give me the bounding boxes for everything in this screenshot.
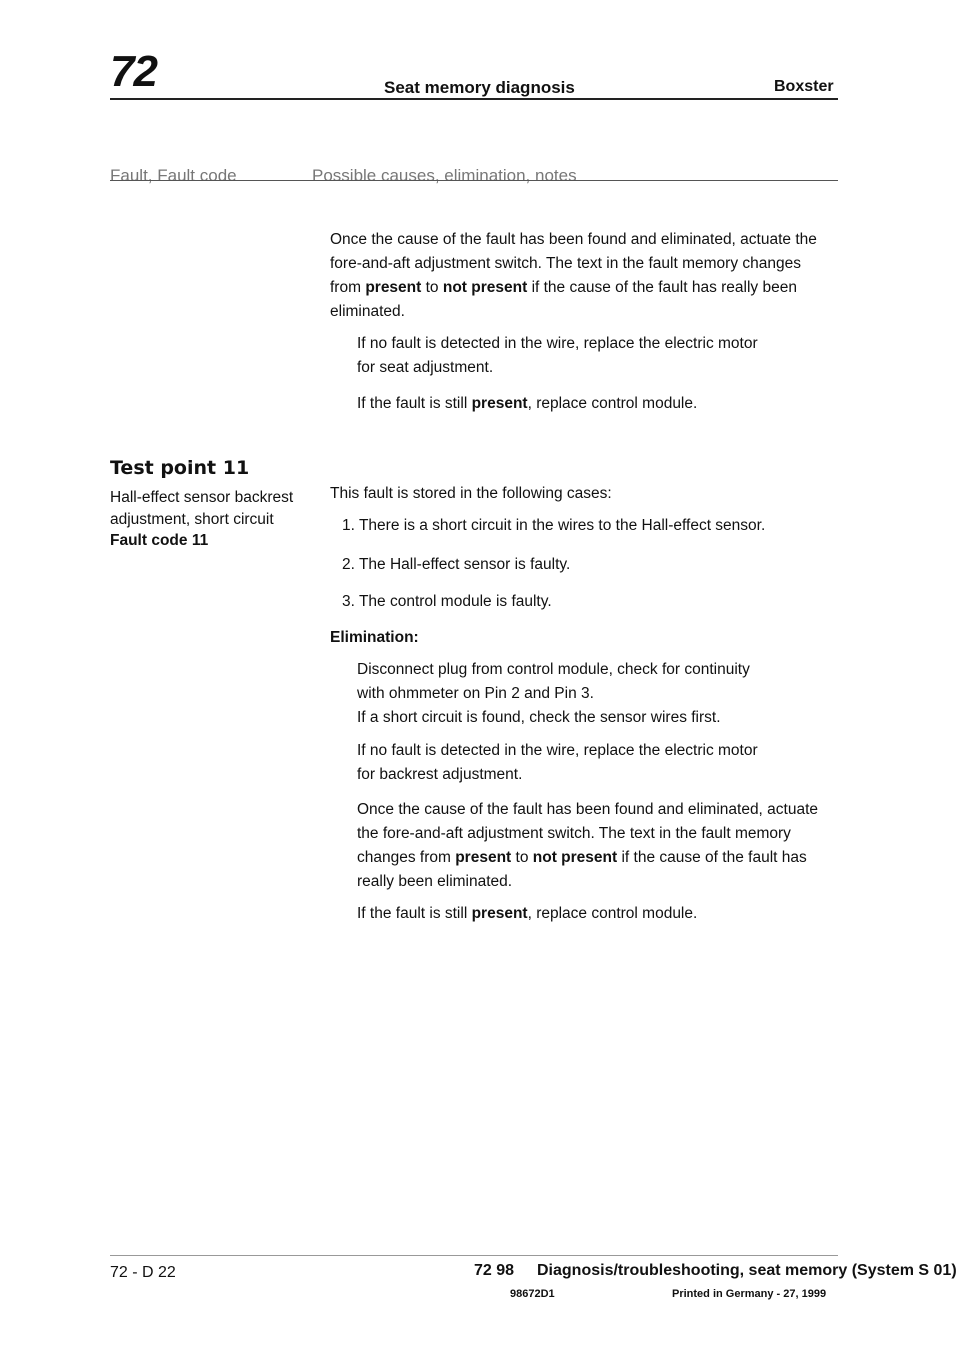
text-run: , replace control module. [527, 905, 698, 922]
column-heading-divider [110, 180, 838, 181]
document-code: 98672D1 [510, 1288, 555, 1300]
emphasis-present: present [471, 905, 528, 922]
header-divider [110, 98, 838, 100]
intro-paragraph-1 [330, 228, 830, 324]
emphasis-not-present: not present [532, 849, 618, 866]
stored-intro: This fault is stored in the following cases: [330, 485, 612, 502]
text-run: If the fault is still [357, 905, 472, 922]
intro-paragraph-3 [357, 392, 827, 416]
list-item: 1. There is a short circuit in the wires to the Hall-effect sensor. [342, 517, 766, 534]
emphasis-present: present [365, 279, 422, 296]
elimination-step-1 [357, 658, 827, 730]
column-heading-fault: Fault, Fault code [110, 166, 237, 185]
elimination-label: Elimination: [330, 629, 419, 646]
section-title: Diagnosis/troubleshooting, seat memory (System S 01) [537, 1262, 957, 1279]
emphasis-present: present [455, 849, 512, 866]
text-run: , replace control module. [527, 395, 698, 412]
text-run: to [511, 849, 533, 866]
page-number: 72 - D 22 [110, 1264, 176, 1281]
footer-divider [110, 1255, 838, 1256]
intro-paragraph-2: If no fault is detected in the wire, replace the electric motor for seat adjustment. [357, 335, 758, 376]
list-item: 2. The Hall-effect sensor is faulty. [342, 556, 571, 573]
print-info: Printed in Germany - 27, 1999 [672, 1288, 827, 1300]
text-line: If a short circuit is found, check the sensor wires first. [357, 709, 721, 726]
test-point-title: Test point 11 [110, 457, 250, 479]
fault-code: Fault code 11 [110, 532, 209, 549]
page-title: Seat memory diagnosis [384, 78, 575, 97]
column-heading-causes: Possible causes, elimination, notes [312, 166, 577, 185]
chapter-number: 72 [110, 47, 157, 96]
section-number: 72 98 [474, 1262, 515, 1279]
text-run: Once the cause of the fault has been found and eliminated, actuate the fore-and-aft adjustment switch. The text in the fault memory changes from [330, 231, 817, 296]
model-name: Boxster [774, 78, 834, 95]
elimination-step-3 [357, 798, 827, 894]
text-run: to [421, 279, 443, 296]
emphasis-present: present [471, 395, 528, 412]
text-line: with ohmmeter on Pin 2 and Pin 3. [357, 685, 594, 702]
elimination-step-2: If no fault is detected in the wire, replace the electric motor for backrest adjustment. [357, 742, 758, 783]
test-point-description: Hall-effect sensor backrest adjustment, short circuit [110, 489, 294, 528]
text-line: Disconnect plug from control module, check for continuity [357, 661, 750, 678]
text-run: if the cause of the fault has really been eliminated. [357, 849, 807, 890]
emphasis-not-present: not present [442, 279, 528, 296]
text-run: if the cause of the fault has really been eliminated. [330, 279, 797, 320]
text-run: Once the cause of the fault has been found and eliminated, actuate the fore-and-aft adjustment switch. The text in the fault memory changes from [357, 801, 819, 866]
elimination-step-4 [357, 902, 827, 926]
list-item: 3. The control module is faulty. [342, 593, 552, 610]
text-run: If the fault is still [357, 395, 472, 412]
